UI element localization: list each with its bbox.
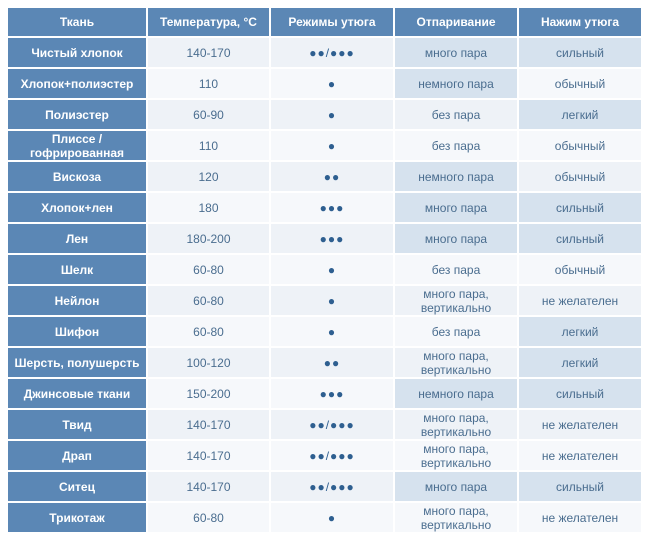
fabric-cell: Трикотаж [8,503,146,532]
ironing-table [6,6,643,534]
header-row [8,8,641,36]
iron-mode-cell: ●●/●●● [271,441,393,470]
table-row [8,69,641,98]
table-row [8,317,641,346]
pressure-cell: сильный [519,472,641,501]
header-temperature: Температура, °С [148,8,269,36]
pressure-cell: легкий [519,100,641,129]
fabric-cell: Хлопок+лен [8,193,146,222]
temperature-cell: 60-80 [148,503,269,532]
temperature-cell: 140-170 [148,441,269,470]
steaming-cell: без пара [395,255,517,284]
iron-mode-cell: ●●/●●● [271,38,393,67]
steaming-cell: много пара [395,38,517,67]
pressure-cell: сильный [519,379,641,408]
temperature-cell: 60-80 [148,317,269,346]
fabric-cell: Плиссе / гофрированная [8,131,146,160]
iron-mode-cell: ●●/●●● [271,472,393,501]
fabric-cell: Шерсть, полушерсть [8,348,146,377]
fabric-cell: Вискоза [8,162,146,191]
table-row [8,255,641,284]
table-row [8,224,641,253]
fabric-cell: Лен [8,224,146,253]
steaming-cell: немного пара [395,162,517,191]
iron-mode-cell: ●● [271,162,393,191]
table-row [8,379,641,408]
table-row [8,472,641,501]
steaming-cell: много пара [395,472,517,501]
iron-mode-cell: ● [271,286,393,315]
pressure-cell: сильный [519,224,641,253]
header-iron-mode: Режимы утюга [271,8,393,36]
table-row [8,100,641,129]
temperature-cell: 140-170 [148,410,269,439]
pressure-cell: обычный [519,255,641,284]
table-body [8,38,641,532]
iron-mode-cell: ●● [271,348,393,377]
iron-mode-cell: ● [271,69,393,98]
pressure-cell: легкий [519,317,641,346]
header-steaming: Отпаривание [395,8,517,36]
iron-mode-cell: ● [271,317,393,346]
fabric-cell: Твид [8,410,146,439]
table-row [8,162,641,191]
fabric-cell: Ситец [8,472,146,501]
header-pressure: Нажим утюга [519,8,641,36]
table-row [8,193,641,222]
fabric-cell: Джинсовые ткани [8,379,146,408]
steaming-cell: много пара [395,193,517,222]
header-fabric: Ткань [8,8,146,36]
table-row [8,38,641,67]
steaming-cell: немного пара [395,379,517,408]
temperature-cell: 180 [148,193,269,222]
iron-mode-cell: ●●● [271,224,393,253]
steaming-cell: много пара, вертикально [395,503,517,532]
fabric-cell: Шелк [8,255,146,284]
temperature-cell: 100-120 [148,348,269,377]
steaming-cell: много пара, вертикально [395,348,517,377]
steaming-cell: много пара, вертикально [395,410,517,439]
fabric-cell: Чистый хлопок [8,38,146,67]
pressure-cell: не желателен [519,503,641,532]
temperature-cell: 60-90 [148,100,269,129]
pressure-cell: обычный [519,131,641,160]
table-row [8,410,641,439]
table-row [8,131,641,160]
temperature-cell: 60-80 [148,286,269,315]
temperature-cell: 150-200 [148,379,269,408]
table-row [8,348,641,377]
fabric-cell: Драп [8,441,146,470]
steaming-cell: много пара [395,224,517,253]
pressure-cell: обычный [519,162,641,191]
pressure-cell: сильный [519,193,641,222]
temperature-cell: 110 [148,131,269,160]
pressure-cell: сильный [519,38,641,67]
fabric-cell: Нейлон [8,286,146,315]
fabric-cell: Хлопок+полиэстер [8,69,146,98]
pressure-cell: не желателен [519,441,641,470]
iron-mode-cell: ●●/●●● [271,410,393,439]
pressure-cell: обычный [519,69,641,98]
pressure-cell: не желателен [519,286,641,315]
temperature-cell: 140-170 [148,38,269,67]
table-row [8,286,641,315]
iron-mode-cell: ●●● [271,193,393,222]
table-row [8,441,641,470]
pressure-cell: легкий [519,348,641,377]
fabric-cell: Шифон [8,317,146,346]
steaming-cell: без пара [395,100,517,129]
steaming-cell: немного пара [395,69,517,98]
temperature-cell: 140-170 [148,472,269,501]
table-row [8,503,641,532]
temperature-cell: 60-80 [148,255,269,284]
iron-mode-cell: ● [271,503,393,532]
pressure-cell: не желателен [519,410,641,439]
iron-mode-cell: ● [271,100,393,129]
iron-mode-cell: ● [271,255,393,284]
temperature-cell: 120 [148,162,269,191]
temperature-cell: 180-200 [148,224,269,253]
steaming-cell: много пара, вертикально [395,441,517,470]
iron-mode-cell: ●●● [271,379,393,408]
iron-mode-cell: ● [271,131,393,160]
fabric-cell: Полиэстер [8,100,146,129]
steaming-cell: много пара, вертикально [395,286,517,315]
temperature-cell: 110 [148,69,269,98]
steaming-cell: без пара [395,317,517,346]
steaming-cell: без пара [395,131,517,160]
